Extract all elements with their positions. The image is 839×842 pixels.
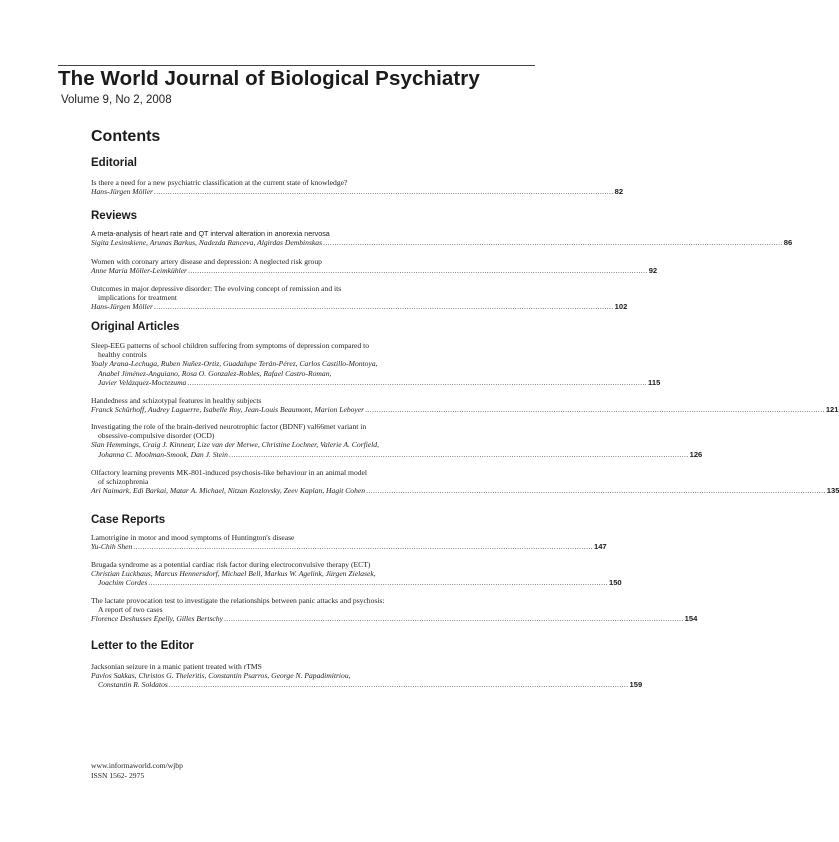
dot-leader: ........................................................................................................................................................................................................ — [153, 302, 614, 312]
page-number[interactable]: 126 — [689, 449, 703, 459]
contents-heading: Contents — [91, 128, 161, 145]
article-authors: Hans-Jürgen Möller — [91, 187, 153, 197]
article-title: A report of two cases — [98, 605, 163, 615]
article-authors: Constantin R. Soldatos — [98, 680, 168, 690]
article-authors: Javier Velázquez-Moctezuma — [98, 377, 187, 387]
article-title: Is there a need for a new psychiatric classification at the current state of knowledge? — [91, 178, 348, 187]
article-authors: Yu-Chih Shen — [91, 542, 133, 552]
article-title: Handedness and schizotypal features in healthy subjects — [91, 396, 262, 405]
article-title: of schizophrenia — [98, 477, 149, 487]
dot-leader: ........................................................................................................................................................................................................ — [323, 238, 783, 248]
dot-leader: ........................................................................................................................................................................................................ — [133, 542, 593, 552]
page-number[interactable]: 147 — [593, 542, 607, 552]
dot-leader: ........................................................................................................................................................................................................ — [153, 187, 614, 197]
table-row[interactable] — [91, 302, 628, 312]
article-authors: Hans-Jürgen Möller — [91, 302, 153, 312]
page-number[interactable]: 115 — [648, 377, 661, 387]
article-title: Sleep-EEG patterns of school children suffering from symptoms of depression compared to — [91, 341, 370, 350]
article-title: implications for treatment — [98, 293, 177, 303]
dot-leader: ........................................................................................................................................................................................................ — [148, 578, 608, 588]
dot-leader: ........................................................................................................................................................................................................ — [223, 614, 684, 624]
section-heading-letter: Letter to the Editor — [91, 640, 194, 652]
article-title: Investigating the role of the brain-derived neurotrophic factor (BDNF) val66met variant in — [91, 422, 367, 431]
page-number[interactable]: 135 — [826, 486, 839, 496]
article-authors: Anabel Jiménez-Anguiano, Rosa O. Gonzalez-Robles, Rafael Castro-Roman, — [98, 368, 332, 378]
page-number[interactable]: 92 — [648, 266, 658, 276]
article-authors: Anne Maria Möller-Leimkühler — [91, 266, 188, 276]
table-row[interactable] — [91, 238, 793, 248]
dot-leader: ........................................................................................................................................................................................................ — [168, 680, 629, 690]
dot-leader: ........................................................................................................................................................................................................ — [188, 266, 648, 276]
article-authors: Florence Deshusses Epelly, Gilles Bertschy — [91, 614, 223, 624]
dot-leader: ........................................................................................................................................................................................................ — [187, 377, 648, 387]
page-number[interactable]: 82 — [614, 187, 624, 197]
table-row[interactable] — [98, 680, 643, 690]
article-title: Jacksonian seizure in a manic patient treated with rTMS — [91, 662, 262, 671]
page-number[interactable]: 159 — [629, 680, 643, 690]
page-number[interactable]: 102 — [614, 302, 628, 312]
table-row[interactable] — [98, 449, 703, 459]
article-authors: Sigita Lesinskiene, Arunas Barkus, Nadezda Ranceva, Algirdas Dembinskas — [91, 238, 323, 248]
article-authors: Ari Naimark, Edi Barkai, Matar A. Michael, Nitzan Kozlovsky, Zeev Kaplan, Hagit Cohen — [91, 486, 366, 496]
table-row[interactable] — [91, 542, 607, 552]
page-number[interactable]: 154 — [684, 614, 698, 624]
article-title: Outcomes in major depressive disorder: The evolving concept of remission and its — [91, 284, 342, 293]
table-row[interactable] — [91, 405, 839, 415]
table-row[interactable] — [91, 486, 839, 496]
table-row[interactable] — [91, 187, 624, 197]
article-authors: Yoaly Arana-Lechuga, Ruben Nuñez-Ortiz, Guadalupe Terán-Pérez, Carlos Castillo-Montoya, — [91, 359, 378, 369]
page-number[interactable]: 150 — [608, 578, 622, 588]
article-title: obsessive-compulsive disorder (OCD) — [98, 431, 215, 441]
article-title: Lamotrigine in motor and mood symptoms of Huntington's disease — [91, 533, 295, 542]
article-authors: Johanna C. Moolman-Smook, Dan J. Stein — [98, 449, 228, 459]
journal-title: The World Journal of Biological Psychiatry — [58, 67, 480, 90]
section-heading-reviews: Reviews — [91, 210, 138, 222]
article-authors: Franck Schürhoff, Audrey Laguerre, Isabelle Roy, Jean-Louis Beaumont, Marion Leboyer — [91, 405, 365, 415]
journal-url[interactable]: www.informaworld.com/wjbp — [91, 761, 183, 770]
table-row[interactable] — [98, 578, 622, 588]
article-authors: Joachim Cordes — [98, 578, 148, 588]
dot-leader: ........................................................................................................................................................................................................ — [366, 486, 826, 496]
article-authors: Sîan Hemmings, Craig J. Kinnear, Lize van der Merwe, Christine Lochner, Valerie A. Corfield, — [91, 440, 379, 450]
page-number[interactable]: 121 — [825, 405, 839, 415]
dot-leader: ........................................................................................................................................................................................................ — [228, 449, 689, 459]
table-row[interactable] — [98, 377, 661, 387]
section-heading-original-articles: Original Articles — [91, 321, 180, 333]
page-number[interactable]: 86 — [783, 238, 793, 248]
table-row[interactable] — [91, 266, 658, 276]
article-title: Women with coronary artery disease and depression: A neglected risk group — [91, 257, 322, 266]
table-row[interactable] — [91, 614, 698, 624]
article-title: A meta-analysis of heart rate and QT interval alteration in anorexia nervosa — [91, 229, 330, 238]
article-authors: Christian Luckhaus, Marcus Hennersdorf, Michael Bell, Markus W. Agelink, Jürgen Zielasek, — [91, 569, 376, 579]
article-title: Olfactory learning prevents MK-801-induced psychosis-like behaviour in an animal model — [91, 468, 368, 477]
article-title: Brugada syndrome as a potential cardiac risk factor during electroconvulsive therapy (ECT) — [91, 560, 371, 569]
issn: ISSN 1562- 2975 — [91, 771, 145, 780]
article-title: The lactate provocation test to investigate the relationships between panic attacks and psychosis: — [91, 596, 385, 605]
section-heading-editorial: Editorial — [91, 157, 138, 169]
dot-leader: ........................................................................................................................................................................................................ — [365, 405, 825, 415]
article-title: healthy controls — [98, 350, 147, 360]
article-authors: Pavlos Sakkas, Christos G. Theleritis, Constantin Psarros, George N. Papadimitriou, — [91, 671, 351, 681]
section-heading-case-reports: Case Reports — [91, 514, 166, 526]
volume-issue: Volume 9, No 2, 2008 — [61, 94, 172, 106]
